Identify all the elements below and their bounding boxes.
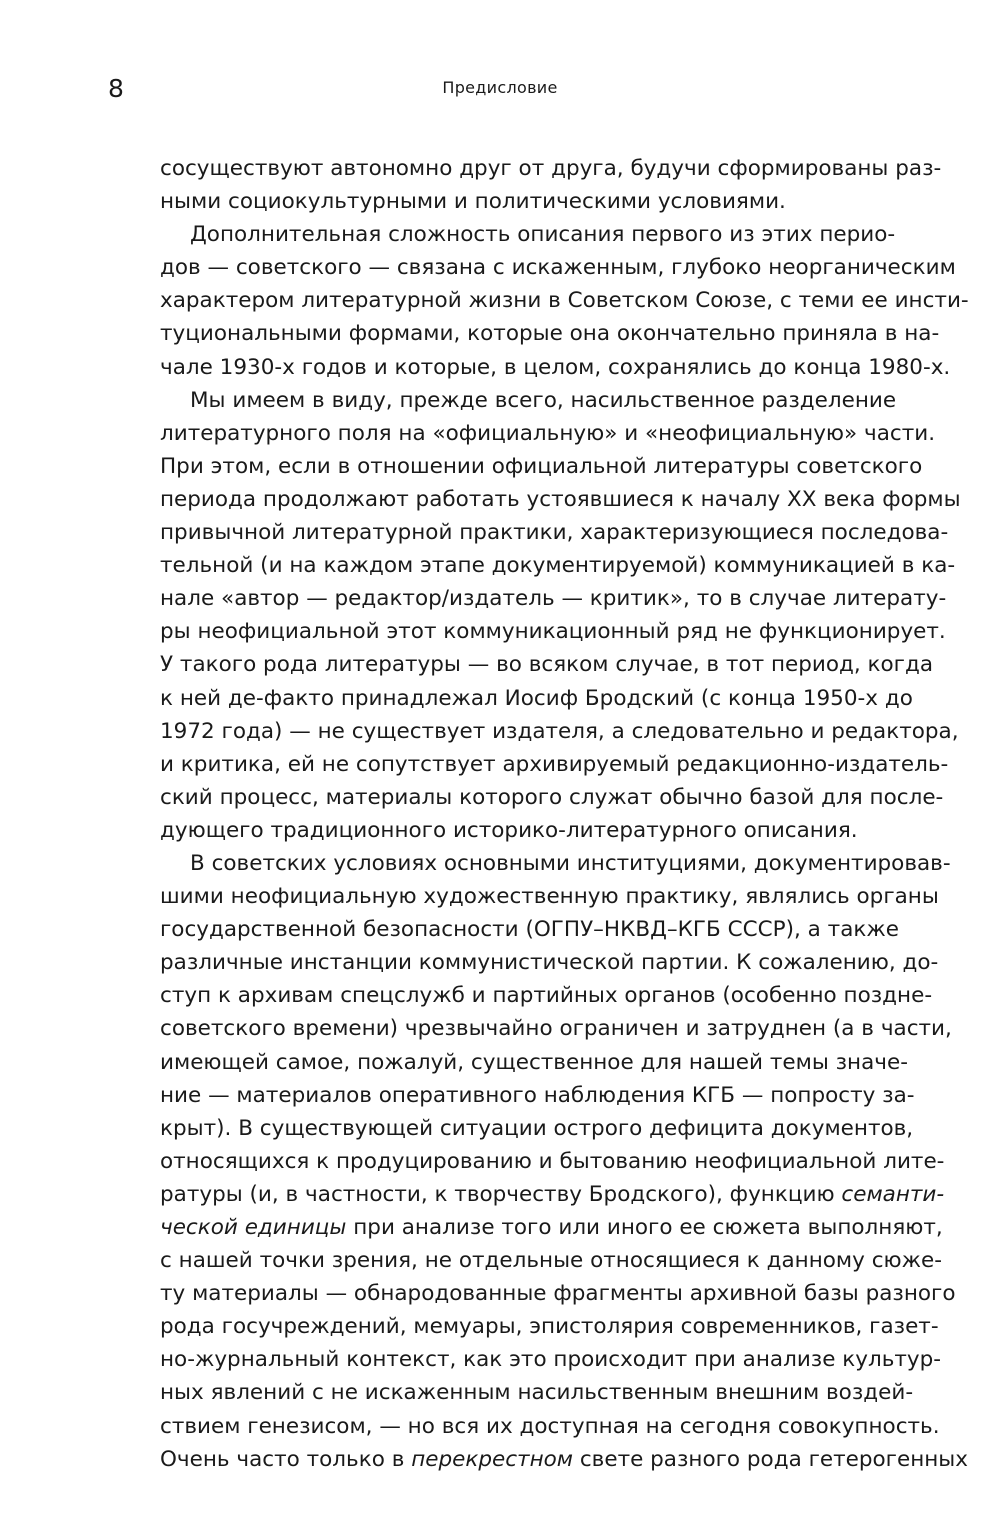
text-line: крыт). В существующей ситуации острого дефицита документов, [160,1115,914,1141]
text-line [160,1211,943,1244]
page-number: 8 [108,74,124,103]
text-line: тельной (и на каждом этапе документируемой) коммуникацией в ка- [160,553,956,579]
text-segment: Очень часто только в [160,1446,405,1472]
text-line: государственной безопасности (ОГПУ–НКВД–КГБ СССР), а также [160,917,899,943]
text-line: Мы имеем в виду, прежде всего, насильственное разделение [190,387,897,413]
text-line: привычной литературной практики, характеризующиеся последова- [160,520,949,546]
text-segment: ратуры (и, в частности, к творчеству Бродского), функцию [160,1181,835,1207]
text-line: относящихся к продуцированию и бытованию неофициальной лите- [160,1148,945,1174]
text-line: Дополнительная сложность описания первого из этих перио- [190,222,896,248]
text-line: периода продолжают работать устоявшиеся к началу XX века формы [160,486,961,512]
running-title: Предисловие [442,78,558,97]
emphasis-text: семанти- [841,1181,945,1207]
text-line: но-журнальный контекст, как это происходит при анализе культур- [160,1347,942,1373]
text-line [160,1443,969,1476]
text-line: ние — материалов оперативного наблюдения КГБ — попросту за- [160,1082,915,1108]
text-line: У такого рода литературы — во всяком случае, в тот период, когда [160,652,934,678]
text-line [160,1178,945,1211]
text-line: рода госучреждений, мемуары, эпистолярия современников, газет- [160,1314,939,1340]
emphasis-text: ческой единицы [160,1215,347,1240]
text-line: В советских условиях основными институциями, документировав- [190,850,951,876]
text-line: к ней де-факто принадлежал Иосиф Бродский (с конца 1950-х до [160,685,913,711]
text-line: дов — советского — связана с искаженным, глубоко неорганическим [160,255,956,281]
text-line: ступ к архивам спецслужб и партийных органов (особенно поздне- [160,983,933,1009]
text-line: ствием генезисом, — но вся их доступная на сегодня совокупность. [160,1413,940,1439]
text-line: с нашей точки зрения, не отдельные относящиеся к данному сюже- [160,1248,942,1274]
text-line: нале «автор — редактор/издатель — критик», то в случае литерату- [160,586,947,612]
emphasis-text: перекрестном [411,1446,574,1472]
text-line: и критика, ей не сопутствует архивируемый редакционно-издатель- [160,751,949,777]
text-line: ту материалы — обнародованные фрагменты архивной базы разного [160,1281,956,1307]
text-line: чале 1930-х годов и которые, в целом, сохранялись до конца 1980-х. [160,354,951,380]
text-segment: свете разного рода гетерогенных [579,1446,969,1472]
text-line: шими неофициальную художественную практику, являлись органы [160,884,939,910]
text-line: ры неофициальной этот коммуникационный ряд не функционирует. [160,619,946,645]
text-line: ский процесс, материалы которого служат обычно базой для после- [160,784,944,810]
text-line: 1972 года) — не существует издателя, а следовательно и редактора, [160,718,959,744]
body-text [160,152,969,1476]
text-line: характером литературной жизни в Советском Союзе, с теми ее инсти- [160,288,969,314]
text-line: сосуществуют автономно друг от друга, будучи сформированы раз- [160,156,942,181]
text-line: ными социокультурными и политическими условиями. [160,189,786,215]
text-line: советского времени) чрезвычайно ограничен и затруднен (а в части, [160,1016,952,1042]
text-line: различные инстанции коммунистической партии. К сожалению, до- [160,950,939,976]
text-line: туциональными формами, которые она окончательно приняла в на- [160,321,940,347]
text-segment: при анализе того или иного ее сюжета выполняют, [353,1215,943,1240]
text-line: При этом, если в отношении официальной литературы советского [160,453,923,479]
text-line: имеющей самое, пожалуй, существенное для нашей темы значе- [160,1049,908,1075]
text-line: дующего традиционного историко-литературного описания. [160,817,858,843]
text-line: ных явлений с не искаженным насильственным внешним воздей- [160,1380,914,1406]
text-line: литературного поля на «официальную» и «неофициальную» части. [160,420,936,446]
